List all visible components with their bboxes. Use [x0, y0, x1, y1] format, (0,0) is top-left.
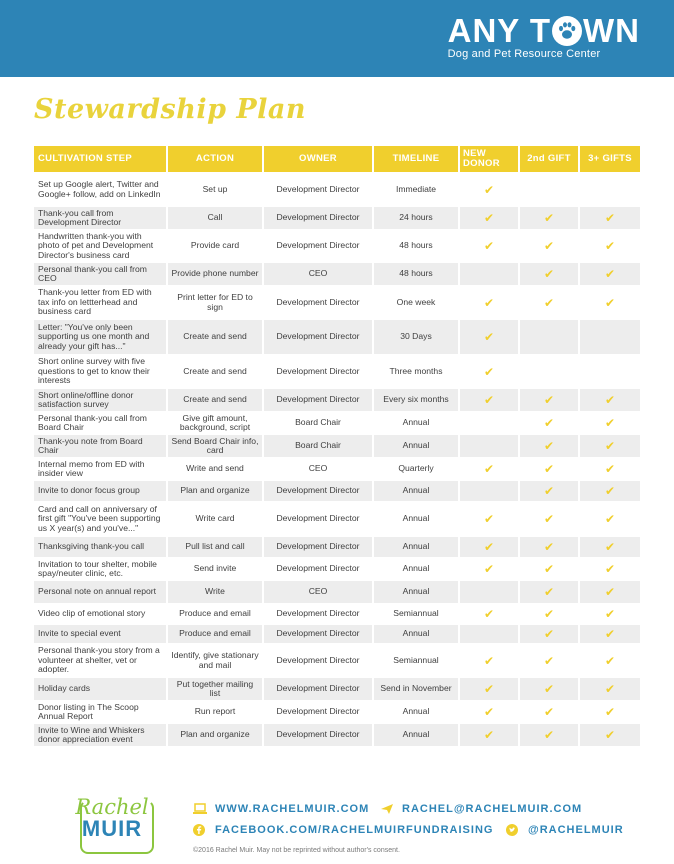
action-cell: Plan and organize: [168, 481, 264, 501]
third-gift-cell: [580, 502, 640, 536]
check-icon: ✔: [604, 484, 616, 498]
table-row: [34, 173, 640, 207]
table-row: [34, 678, 640, 701]
owner-cell: Development Director: [264, 481, 374, 501]
new-donor-cell: [460, 207, 520, 229]
second-gift-cell: [520, 678, 580, 700]
owner-cell: Development Director: [264, 286, 374, 319]
action-cell: Send Board Chair info, card: [168, 435, 264, 457]
website-text: WWW.RACHELMUIR.COM: [215, 803, 370, 815]
header-third-plus-gifts: 3+ GIFTS: [588, 153, 632, 164]
check-icon: ✔: [483, 728, 495, 742]
cultivation-step-cell: Holiday cards: [34, 678, 168, 700]
second-gift-cell: [520, 435, 580, 457]
action-cell: Write card: [168, 502, 264, 536]
cultivation-step-cell: Letter: "You've only been supporting us one month and already your gift has...": [34, 320, 168, 354]
check-icon: ✔: [604, 267, 616, 281]
header-timeline: TIMELINE: [374, 146, 460, 172]
table-row: [34, 481, 640, 502]
check-icon: ✔: [543, 462, 555, 476]
timeline-cell: Annual: [374, 625, 460, 643]
action-cell: Print letter for ED to sign: [168, 286, 264, 319]
check-icon: ✔: [604, 627, 616, 641]
timeline-cell: Annual: [374, 558, 460, 580]
timeline-cell: Annual: [374, 412, 460, 434]
check-icon: ✔: [543, 653, 555, 668]
check-icon: ✔: [604, 540, 616, 554]
timeline-cell: One week: [374, 286, 460, 319]
rachel-muir-logo: [72, 796, 152, 840]
new-donor-cell: [460, 724, 520, 746]
facebook-text: FACEBOOK.COM/RACHELMUIRFUNDRAISING: [215, 824, 494, 836]
check-icon: ✔: [483, 653, 495, 668]
check-icon: ✔: [543, 607, 555, 621]
check-icon: ✔: [483, 540, 495, 554]
header-action: ACTION: [168, 146, 264, 172]
table-row: [34, 435, 640, 458]
check-icon: ✔: [604, 439, 616, 453]
cultivation-step-cell: Thanksgiving thank-you call: [34, 537, 168, 557]
timeline-cell: Annual: [374, 701, 460, 723]
brand-logo: [448, 14, 640, 60]
third-gift-cell: [580, 644, 640, 677]
new-donor-cell: [460, 286, 520, 319]
cultivation-step-cell: Thank-you note from Board Chair: [34, 435, 168, 457]
action-cell: Produce and email: [168, 625, 264, 643]
check-icon: ✔: [543, 705, 555, 719]
cultivation-step-cell: Invite to Wine and Whiskers donor appreciation event: [34, 724, 168, 746]
timeline-cell: Annual: [374, 502, 460, 536]
check-icon: ✔: [604, 239, 616, 253]
new-donor-cell: [460, 355, 520, 388]
new-donor-cell: [460, 581, 520, 603]
check-icon: ✔: [483, 239, 495, 253]
table-row: [34, 644, 640, 678]
check-icon: ✔: [604, 462, 616, 476]
table-row: [34, 389, 640, 412]
timeline-cell: Annual: [374, 581, 460, 603]
action-cell: Provide card: [168, 230, 264, 262]
check-icon: ✔: [604, 728, 616, 742]
owner-cell: CEO: [264, 458, 374, 480]
action-cell: Identify, give stationary and mail: [168, 644, 264, 677]
table-header-row: [34, 146, 640, 173]
second-gift-cell: [520, 263, 580, 285]
action-cell: Call: [168, 207, 264, 229]
cultivation-step-cell: Thank-you call from Development Director: [34, 207, 168, 229]
second-gift-cell: [520, 286, 580, 319]
owner-cell: Development Director: [264, 644, 374, 677]
owner-cell: CEO: [264, 263, 374, 285]
check-icon: ✔: [483, 330, 495, 344]
second-gift-cell: [520, 604, 580, 624]
new-donor-cell: [460, 502, 520, 536]
check-icon: ✔: [543, 562, 555, 576]
third-gift-cell: [580, 678, 640, 700]
twitter-icon: [506, 824, 520, 836]
twitter-text: @RACHELMUIR: [528, 824, 624, 836]
table-row: [34, 412, 640, 435]
check-icon: ✔: [483, 211, 495, 225]
check-icon: ✔: [604, 607, 616, 621]
second-gift-cell: [520, 502, 580, 536]
cultivation-step-cell: Personal thank-you story from a volunteer at shelter, vet or adopter.: [34, 644, 168, 677]
third-gift-cell: [580, 458, 640, 480]
check-icon: ✔: [604, 295, 616, 310]
third-gift-cell: [580, 263, 640, 285]
table-row: [34, 263, 640, 286]
table-row: [34, 581, 640, 604]
owner-cell: Development Director: [264, 389, 374, 411]
header-bar: [0, 0, 674, 77]
second-gift-cell: [520, 173, 580, 206]
third-gift-cell: [580, 412, 640, 434]
check-icon: ✔: [543, 393, 555, 407]
stewardship-table: [34, 146, 640, 747]
table-row: [34, 537, 640, 558]
new-donor-cell: [460, 678, 520, 700]
action-cell: Provide phone number: [168, 263, 264, 285]
laptop-icon: [193, 803, 207, 815]
website-link[interactable]: [193, 803, 369, 815]
timeline-cell: Annual: [374, 481, 460, 501]
cultivation-step-cell: Donor listing in The Scoop Annual Report: [34, 701, 168, 723]
action-cell: Create and send: [168, 355, 264, 388]
third-gift-cell: [580, 173, 640, 206]
check-icon: ✔: [483, 364, 495, 379]
action-cell: Create and send: [168, 320, 264, 354]
action-cell: Produce and email: [168, 604, 264, 624]
timeline-cell: Semiannual: [374, 644, 460, 677]
second-gift-cell: [520, 701, 580, 723]
brand-subtitle: Dog and Pet Resource Center: [447, 48, 601, 60]
action-cell: Give gift amount, background, script: [168, 412, 264, 434]
third-gift-cell: [580, 604, 640, 624]
owner-cell: Board Chair: [264, 435, 374, 457]
twitter-link[interactable]: [506, 824, 624, 836]
third-gift-cell: [580, 230, 640, 262]
owner-cell: Development Director: [264, 230, 374, 262]
table-row: [34, 320, 640, 355]
check-icon: ✔: [483, 182, 495, 197]
second-gift-cell: [520, 581, 580, 603]
check-icon: ✔: [604, 211, 616, 225]
cultivation-step-cell: Personal note on annual report: [34, 581, 168, 603]
action-cell: Put together mailing list: [168, 678, 264, 700]
header-second-gift: 2nd GIFT: [520, 146, 580, 172]
check-icon: ✔: [483, 705, 495, 719]
action-cell: Write and send: [168, 458, 264, 480]
email-link[interactable]: [380, 803, 582, 815]
timeline-cell: 48 hours: [374, 263, 460, 285]
cultivation-step-cell: Handwritten thank-you with photo of pet and Development Director's business card: [34, 230, 168, 262]
owner-cell: Development Director: [264, 173, 374, 206]
cultivation-step-cell: Personal thank-you call from Board Chair: [34, 412, 168, 434]
owner-cell: Development Director: [264, 537, 374, 557]
cultivation-step-cell: Short online/offline donor satisfaction survey: [34, 389, 168, 411]
check-icon: ✔: [604, 585, 616, 599]
new-donor-cell: [460, 389, 520, 411]
cultivation-step-cell: Internal memo from ED with insider view: [34, 458, 168, 480]
action-cell: Pull list and call: [168, 537, 264, 557]
timeline-cell: Semiannual: [374, 604, 460, 624]
timeline-cell: Every six months: [374, 389, 460, 411]
paw-icon: [552, 16, 582, 46]
new-donor-cell: [460, 558, 520, 580]
cultivation-step-cell: Personal thank-you call from CEO: [34, 263, 168, 285]
third-gift-cell: [580, 286, 640, 319]
table-row: [34, 207, 640, 230]
third-gift-cell: [580, 581, 640, 603]
timeline-cell: Immediate: [374, 173, 460, 206]
check-icon: ✔: [543, 295, 555, 310]
check-icon: ✔: [604, 562, 616, 576]
owner-cell: Development Director: [264, 701, 374, 723]
check-icon: ✔: [543, 627, 555, 641]
check-icon: ✔: [604, 682, 616, 696]
second-gift-cell: [520, 320, 580, 354]
check-icon: ✔: [543, 682, 555, 696]
third-gift-cell: [580, 481, 640, 501]
owner-cell: Development Director: [264, 724, 374, 746]
new-donor-cell: [460, 537, 520, 557]
table-row: [34, 502, 640, 537]
timeline-cell: Three months: [374, 355, 460, 388]
new-donor-cell: [460, 435, 520, 457]
owner-cell: Development Director: [264, 320, 374, 354]
table-row: [34, 558, 640, 581]
check-icon: ✔: [604, 416, 616, 430]
third-gift-cell: [580, 625, 640, 643]
third-gift-cell: [580, 389, 640, 411]
cultivation-step-cell: Thank-you letter from ED with tax info on lettterhead and business card: [34, 286, 168, 319]
owner-cell: Development Director: [264, 558, 374, 580]
table-body: [34, 173, 640, 747]
new-donor-cell: [460, 481, 520, 501]
header-cultivation-step: CULTIVATION STEP: [34, 146, 168, 172]
timeline-cell: 24 hours: [374, 207, 460, 229]
second-gift-cell: [520, 458, 580, 480]
header-owner: OWNER: [264, 146, 374, 172]
cultivation-step-cell: Invite to donor focus group: [34, 481, 168, 501]
second-gift-cell: [520, 389, 580, 411]
new-donor-cell: [460, 230, 520, 262]
second-gift-cell: [520, 644, 580, 677]
table-row: [34, 724, 640, 747]
cultivation-step-cell: Invite to special event: [34, 625, 168, 643]
table-row: [34, 230, 640, 263]
timeline-cell: Annual: [374, 537, 460, 557]
logo-first-name: Rachel: [75, 795, 149, 819]
second-gift-cell: [520, 558, 580, 580]
cultivation-step-cell: Set up Google alert, Twitter and Google+ follow, add on LinkedIn: [34, 173, 168, 206]
third-gift-cell: [580, 355, 640, 388]
check-icon: ✔: [543, 540, 555, 554]
check-icon: ✔: [543, 728, 555, 742]
send-icon: [380, 803, 394, 815]
cultivation-step-cell: Invitation to tour shelter, mobile spay/neuter clinic, etc.: [34, 558, 168, 580]
second-gift-cell: [520, 355, 580, 388]
header-new-donor: NEW DONOR: [460, 146, 520, 172]
new-donor-cell: [460, 263, 520, 285]
timeline-cell: Annual: [374, 724, 460, 746]
check-icon: ✔: [543, 267, 555, 281]
timeline-cell: Annual: [374, 435, 460, 457]
brand-name-part1: ANY T: [447, 12, 552, 49]
second-gift-cell: [520, 412, 580, 434]
owner-cell: Board Chair: [264, 412, 374, 434]
cultivation-step-cell: Card and call on anniversary of first gift "You've been supporting us X year(s) and you've...": [34, 502, 168, 536]
new-donor-cell: [460, 412, 520, 434]
action-cell: Run report: [168, 701, 264, 723]
second-gift-cell: [520, 481, 580, 501]
check-icon: ✔: [543, 512, 555, 526]
table-row: [34, 701, 640, 724]
second-gift-cell: [520, 724, 580, 746]
timeline-cell: Quarterly: [374, 458, 460, 480]
new-donor-cell: [460, 701, 520, 723]
page-title: Stewardship Plan: [34, 94, 307, 125]
copyright-notice: ©2016 Rachel Muir. May not be reprinted without author's consent.: [193, 847, 400, 854]
email-text: RACHEL@RACHELMUIR.COM: [402, 803, 583, 815]
owner-cell: Development Director: [264, 355, 374, 388]
cultivation-step-cell: Video clip of emotional story: [34, 604, 168, 624]
facebook-link[interactable]: [193, 824, 493, 836]
owner-cell: CEO: [264, 581, 374, 603]
action-cell: Write: [168, 581, 264, 603]
check-icon: ✔: [543, 585, 555, 599]
brand-name-part2: WN: [583, 12, 640, 49]
third-gift-cell: [580, 435, 640, 457]
check-icon: ✔: [543, 416, 555, 430]
new-donor-cell: [460, 458, 520, 480]
check-icon: ✔: [604, 705, 616, 719]
check-icon: ✔: [483, 462, 495, 476]
cultivation-step-cell: Short online survey with five questions to get to know their interests: [34, 355, 168, 388]
third-gift-cell: [580, 701, 640, 723]
new-donor-cell: [460, 604, 520, 624]
check-icon: ✔: [543, 211, 555, 225]
second-gift-cell: [520, 207, 580, 229]
check-icon: ✔: [604, 653, 616, 668]
second-gift-cell: [520, 537, 580, 557]
action-cell: Send invite: [168, 558, 264, 580]
owner-cell: Development Director: [264, 604, 374, 624]
check-icon: ✔: [483, 393, 495, 407]
second-gift-cell: [520, 230, 580, 262]
check-icon: ✔: [483, 682, 495, 696]
new-donor-cell: [460, 173, 520, 206]
third-gift-cell: [580, 320, 640, 354]
third-gift-cell: [580, 558, 640, 580]
owner-cell: Development Director: [264, 502, 374, 536]
timeline-cell: 48 hours: [374, 230, 460, 262]
timeline-cell: 30 Days: [374, 320, 460, 354]
check-icon: ✔: [483, 562, 495, 576]
check-icon: ✔: [604, 393, 616, 407]
check-icon: ✔: [543, 484, 555, 498]
new-donor-cell: [460, 625, 520, 643]
owner-cell: Development Director: [264, 678, 374, 700]
timeline-cell: Send in November: [374, 678, 460, 700]
check-icon: ✔: [543, 239, 555, 253]
action-cell: Plan and organize: [168, 724, 264, 746]
table-row: [34, 604, 640, 625]
table-row: [34, 625, 640, 644]
facebook-icon: [193, 824, 207, 836]
check-icon: ✔: [483, 512, 495, 526]
third-gift-cell: [580, 724, 640, 746]
owner-cell: Development Director: [264, 625, 374, 643]
new-donor-cell: [460, 320, 520, 354]
table-row: [34, 355, 640, 389]
table-row: [34, 458, 640, 481]
check-icon: ✔: [483, 607, 495, 621]
third-gift-cell: [580, 537, 640, 557]
brand-name: [448, 14, 640, 48]
check-icon: ✔: [543, 439, 555, 453]
check-icon: ✔: [483, 295, 495, 310]
check-icon: ✔: [604, 512, 616, 526]
table-row: [34, 286, 640, 320]
owner-cell: Development Director: [264, 207, 374, 229]
action-cell: Create and send: [168, 389, 264, 411]
new-donor-cell: [460, 644, 520, 677]
third-gift-cell: [580, 207, 640, 229]
logo-last-name: MUIR: [81, 816, 143, 841]
action-cell: Set up: [168, 173, 264, 206]
second-gift-cell: [520, 625, 580, 643]
